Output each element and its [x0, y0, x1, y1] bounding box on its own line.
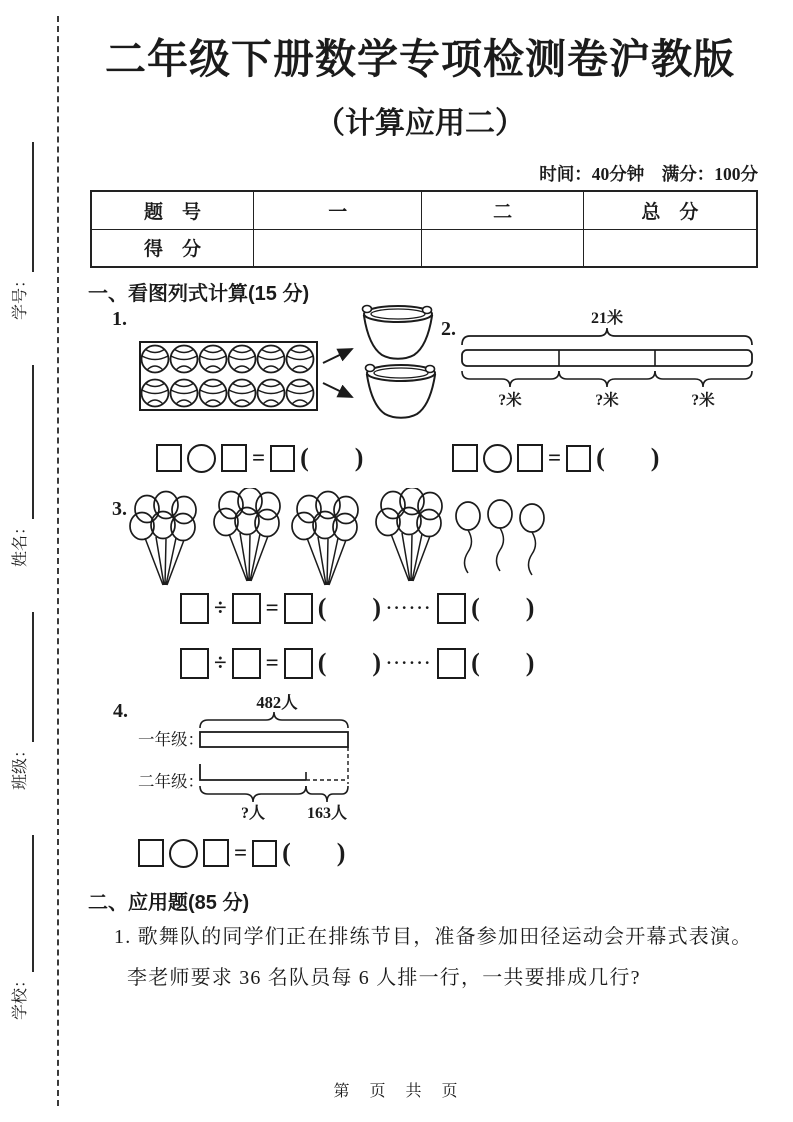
score-cell-total: [583, 229, 757, 267]
divide-sign: ÷: [214, 595, 227, 620]
answer-box: [221, 444, 247, 472]
score-row-label: 得 分: [91, 229, 254, 267]
answer-box: [270, 445, 295, 472]
answer-box: [180, 648, 209, 679]
arrow-to-bucket1-icon: [323, 349, 352, 363]
s2-q1-text-line1: 1. 歌舞队的同学们正在排练节目，准备参加田径运动会开幕式表演。: [114, 926, 753, 948]
answer-box: [517, 444, 543, 472]
q4-grade1-bar: [200, 732, 348, 747]
field-school-blank: [0, 835, 34, 972]
field-student-id: [0, 142, 42, 320]
score-cell-part1: [254, 229, 422, 267]
paren-close: ): [525, 593, 535, 622]
q2-bar-diagram: [456, 308, 758, 408]
q2-answer-equation: [452, 441, 659, 475]
q4-grade2-bar: [200, 764, 306, 780]
paren-open: (: [596, 443, 605, 472]
arrow-to-bucket2-icon: [323, 383, 352, 397]
margin-student-fields: [0, 85, 48, 1050]
answer-box: [284, 648, 313, 679]
answer-box: [203, 839, 229, 867]
field-class-blank: [0, 612, 34, 742]
field-class: [0, 612, 42, 790]
q3-division-equation-1: [180, 591, 534, 625]
q4-brace-163: [306, 786, 348, 802]
equals-sign: =: [548, 445, 562, 470]
paren-close: ): [372, 593, 382, 622]
exam-time-score-info: 时间：40分钟 满分：100分: [539, 164, 758, 184]
q4-extra-label: 163人: [306, 805, 348, 822]
field-school-label: 学校：: [12, 971, 29, 1020]
score-header-part1: 一: [254, 191, 422, 229]
paren-close: ): [525, 648, 535, 677]
operator-circle: [483, 444, 512, 473]
q4-number: 4.: [113, 700, 128, 722]
answer-box: [232, 593, 261, 624]
q3-illustration: [128, 488, 560, 593]
q4-brace-unknown: [200, 786, 306, 802]
page-footer: 第 页 共 页: [333, 1083, 460, 1100]
paren-open: (: [471, 593, 480, 622]
field-student-id-label: 学号：: [12, 271, 29, 320]
score-cell-part2: [422, 229, 583, 267]
q4-row2-label: 二年级：: [138, 772, 204, 791]
q2-part3-label: ?米: [691, 392, 715, 408]
divide-sign: ÷: [214, 650, 227, 675]
field-name-label: 姓名：: [12, 518, 29, 567]
paper-title: 二年级下册数学专项检测卷沪教版: [105, 36, 735, 82]
answer-box: [252, 840, 277, 867]
answer-box: [284, 593, 313, 624]
remainder-dots: ······: [386, 598, 433, 617]
operator-circle: [187, 444, 216, 473]
q4-total-label: 482人: [256, 694, 298, 712]
remainder-dots: ······: [386, 653, 433, 672]
answer-box: [452, 444, 478, 472]
q2-part2-label: ?米: [595, 392, 619, 408]
paper-subtitle: （计算应用二）: [315, 107, 525, 140]
paren-open: (: [300, 443, 309, 472]
q4-part-label: ?人: [240, 805, 266, 822]
q3-number: 3.: [112, 498, 127, 520]
q4-bar-diagram: [196, 694, 358, 824]
answer-box: [156, 444, 182, 472]
q1-illustration: [133, 300, 443, 425]
s2-q1-text-line2: 李老师要求 36 名队员每 6 人排一行，一共要排成几行?: [127, 967, 641, 989]
score-table-header-row: [91, 191, 757, 229]
score-header-part2: 二: [422, 191, 583, 229]
q2-brace-part3: [655, 371, 752, 387]
q4-row1-label: 一年级：: [138, 730, 204, 749]
answer-box: [437, 593, 466, 624]
paren-open: (: [282, 838, 291, 867]
operator-circle: [169, 839, 198, 868]
answer-box: [566, 445, 591, 472]
paren-open: (: [317, 593, 327, 622]
paren-close: ): [372, 648, 382, 677]
q1-number: 1.: [112, 308, 127, 330]
q2-top-brace: [462, 328, 752, 345]
section-two-heading: 二、应用题(85 分): [88, 892, 250, 914]
q1-answer-equation: [156, 441, 363, 475]
q2-brace-part2: [559, 371, 655, 387]
field-name-blank: [0, 365, 34, 519]
paren-close: ): [354, 443, 364, 472]
q2-part1-label: ?米: [498, 392, 522, 408]
field-school: [0, 835, 42, 1020]
answer-box: [437, 648, 466, 679]
field-class-label: 班级：: [12, 741, 29, 790]
q3-division-equation-2: [180, 646, 534, 680]
q2-brace-part1: [462, 371, 559, 387]
q2-number: 2.: [441, 318, 456, 340]
answer-box: [138, 839, 164, 867]
score-header-question: 题 号: [91, 191, 254, 229]
field-student-id-blank: [0, 142, 34, 272]
equals-sign: =: [265, 595, 279, 620]
field-name: [0, 365, 42, 567]
paren-open: (: [471, 648, 480, 677]
q4-answer-equation: [138, 836, 345, 870]
score-table-score-row: [91, 229, 757, 267]
equals-sign: =: [234, 840, 248, 865]
answer-box: [232, 648, 261, 679]
score-header-total: 总 分: [583, 191, 757, 229]
paren-close: ): [650, 443, 660, 472]
score-table: [90, 190, 758, 268]
q4-top-brace: [200, 712, 348, 728]
paren-open: (: [317, 648, 327, 677]
q2-total-label: 21米: [590, 310, 624, 327]
equals-sign: =: [265, 650, 279, 675]
answer-box: [180, 593, 209, 624]
paren-close: ): [336, 838, 346, 867]
binding-dashed-line: [57, 16, 59, 1106]
section-one-heading: 一、看图列式计算(15 分): [88, 283, 310, 305]
equals-sign: =: [252, 445, 266, 470]
q2-bar: [462, 350, 752, 366]
